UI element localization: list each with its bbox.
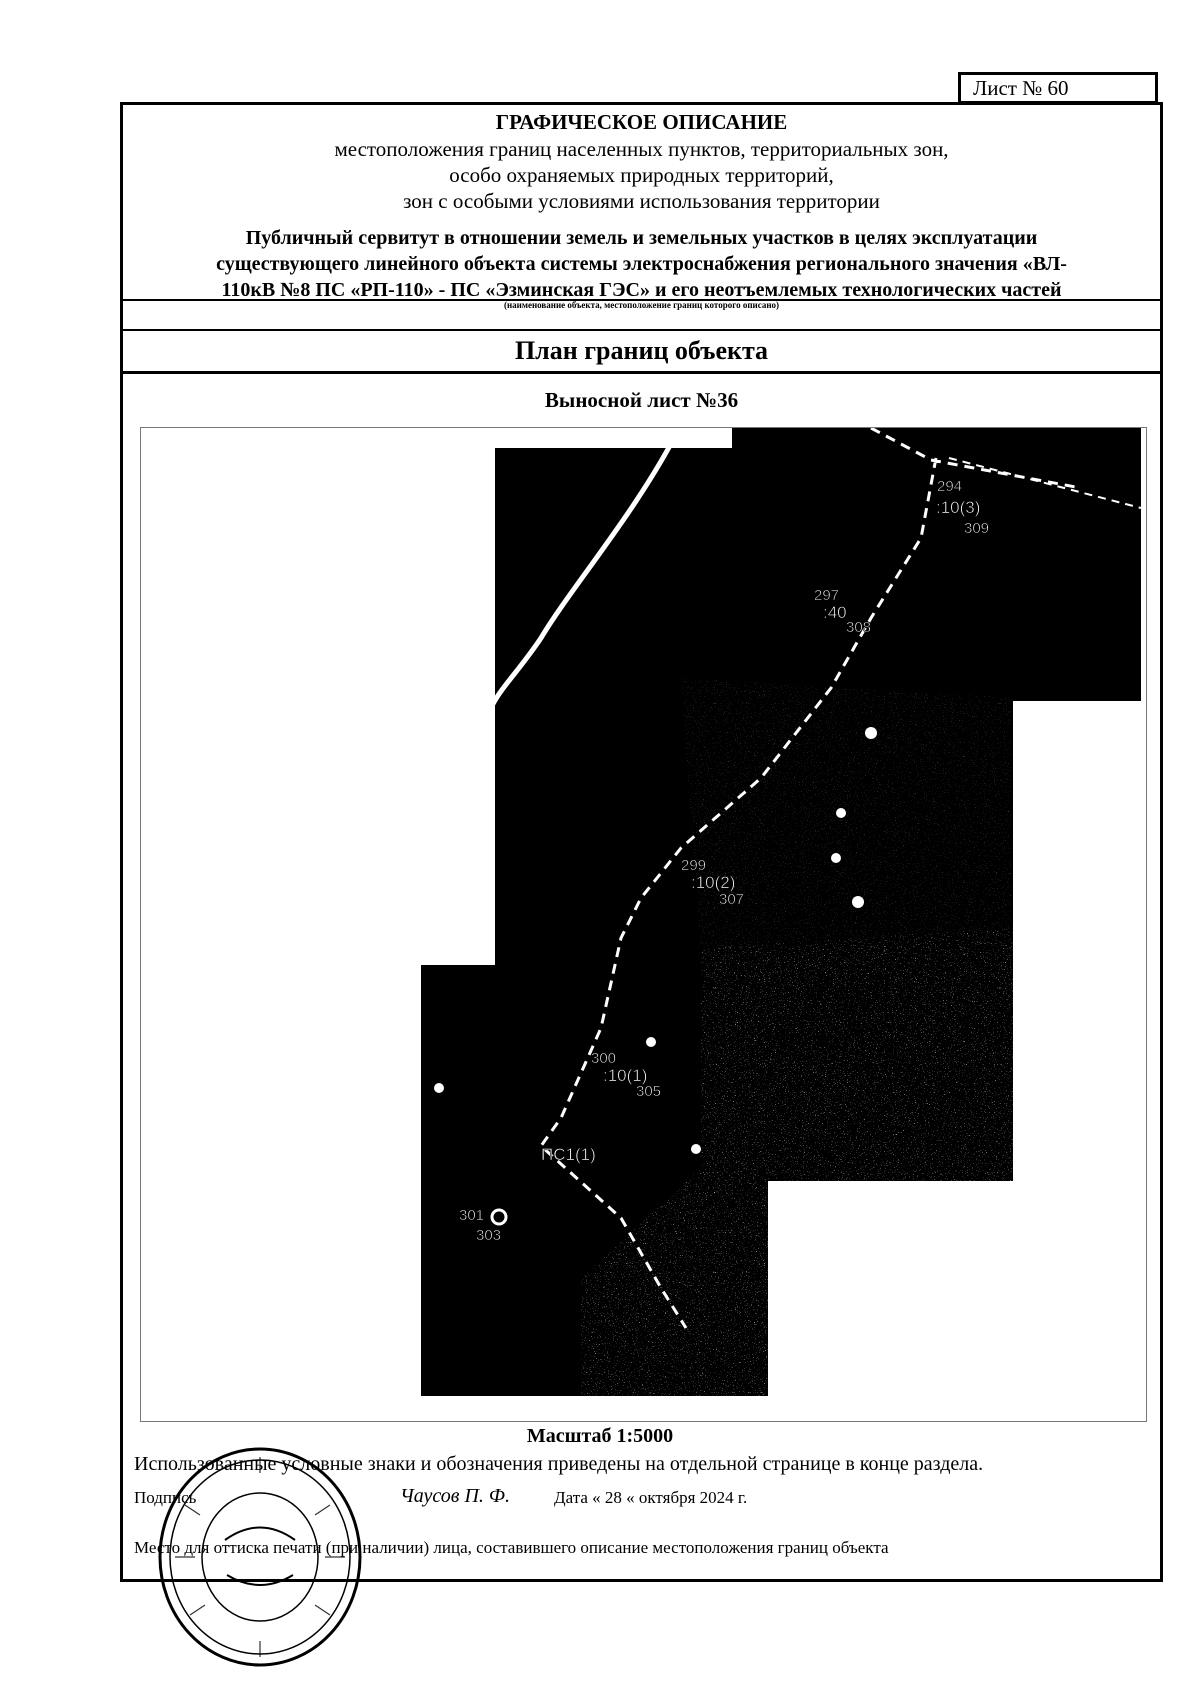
map-feature (646, 1037, 656, 1047)
map-label: :10(3) (936, 498, 981, 517)
map-feature (831, 853, 841, 863)
map-label: 294 (937, 478, 963, 495)
map-label: 309 (964, 520, 990, 537)
map-label: :10(1) (603, 1066, 648, 1085)
map-label: 307 (719, 891, 745, 908)
map-view[interactable] (140, 427, 1147, 1422)
divider (123, 329, 1160, 331)
signature-name: Чаусов П. Ф. (400, 1485, 510, 1507)
object-name (123, 225, 1160, 303)
map-tick (555, 1326, 563, 1328)
map-feature (691, 1144, 701, 1154)
sheet-number: Лист № 60 (973, 76, 1069, 100)
sheet-number-box (958, 72, 1158, 104)
signature-date: Дата « 28 « октября 2024 г. (554, 1488, 748, 1507)
legend-note: Использованные условные знаки и обозначения приведены на отдельной странице в конце раздела. (134, 1453, 984, 1475)
subtitle-line: местоположения границ населенных пунктов, территориальных зон, (334, 137, 949, 161)
map-label: 301 (459, 1207, 485, 1224)
map-canvas (141, 428, 1146, 1421)
map-scale: Масштаб 1:5000 (526, 1425, 674, 1447)
map-label: 299 (681, 857, 707, 874)
object-line: Публичный сервитут в отношении земель и земельных участков в целях эксплуатации (245, 227, 1038, 249)
object-line: существующего линейного объекта системы электроснабжения регионального значения «ВЛ- (216, 253, 1067, 275)
map-feature (865, 727, 877, 739)
sheet-title: Выносной лист №36 (544, 388, 739, 412)
subtitle-line: особо охраняемых природных территорий, (449, 163, 834, 187)
stamp-note: Место для оттиска печати (при наличии) лица, составившего описание местоположения границ объекта (134, 1538, 889, 1557)
signature-label: Подпись (134, 1488, 197, 1507)
map-label: ПС1(1) (541, 1145, 596, 1164)
section-title: План границ объекта (514, 336, 769, 365)
divider (123, 371, 1160, 374)
subtitle-line: зон с особыми условиями использования территории (403, 189, 880, 213)
map-label: 297 (814, 587, 840, 604)
document-title: ГРАФИЧЕСКОЕ ОПИСАНИЕ (495, 110, 788, 134)
map-feature (836, 808, 846, 818)
object-note: (наименование объекта, местоположение границ которого описано) (503, 300, 780, 310)
object-line: 110кВ №8 ПС «РП-110» - ПС «Эзминская ГЭС» и его неотъемлемых технологических частей (221, 279, 1062, 301)
map-label: 308 (846, 619, 872, 636)
map-feature (852, 896, 864, 908)
map-feature (434, 1083, 444, 1093)
map-label: 300 (591, 1050, 617, 1067)
map-label: :10(2) (691, 873, 736, 892)
map-label: 305 (636, 1083, 662, 1100)
map-label: 303 (476, 1227, 502, 1244)
official-seal (155, 1445, 365, 1670)
document-subtitle (123, 136, 1160, 214)
map-label: :40 (823, 603, 847, 622)
